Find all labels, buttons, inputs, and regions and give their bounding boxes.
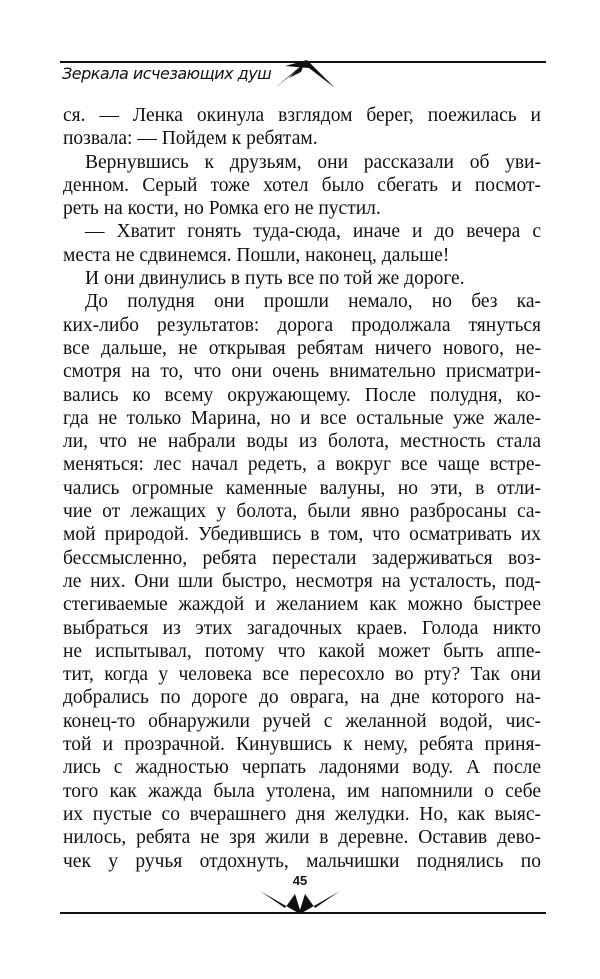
text-line: конец-то обнаружили ручей с желанной водой, чис-: [63, 710, 541, 732]
text-line: гда не только Марина, но и все остальные уже жале-: [63, 407, 541, 429]
body-text: [63, 104, 541, 873]
text-line: реть на кости, но Ромка его не пустил.: [63, 198, 381, 220]
header-ornament-icon: [265, 58, 345, 94]
text-line: И они двинулись в путь все по той же дороге.: [85, 268, 465, 290]
text-line: денном. Серый тоже хотел было сбегать и посмот-: [63, 174, 541, 196]
text-line: стегиваемые жаждой и желанием как можно быстрее: [63, 594, 541, 616]
text-line: мой природой. Убедившись в том, что осматривать их: [63, 524, 541, 546]
text-line: той и прозрачной. Кинувшись к нему, ребята приня-: [63, 734, 541, 756]
text-line: вались ко всему окружающему. После полудня, ко-: [63, 384, 541, 406]
text-line: смотря на то, что они очень внимательно присматри-: [63, 361, 541, 383]
text-line: До полудня они прошли немало, но без ка-: [85, 291, 541, 313]
text-line: чались огромные каменные валуны, но эти, в отли-: [63, 477, 541, 499]
text-line: тит, когда у человека все пересохло во рту? Так они: [63, 664, 541, 686]
text-line: добрались по дороге до оврага, на дне которого на-: [63, 687, 541, 709]
text-line: ся. — Ленка окинула взглядом берег, поежилась и: [63, 105, 541, 126]
text-line: их пустые со вчерашнего дня желудки. Но, как выяс-: [63, 803, 541, 825]
text-line: — Хватит гонять туда-сюда, иначе и до вечера с: [85, 221, 541, 243]
text-line: ких-либо результатов: дорога продолжала тянуться: [63, 314, 541, 336]
footer-rule: [60, 912, 546, 914]
running-title: Зеркала исчезающих душ: [62, 64, 272, 83]
text-line: лись с жадностью черпать ладонями воду. А после: [63, 757, 541, 779]
text-line: Вернувшись к друзьям, они рассказали об уви-: [85, 151, 541, 173]
text-line: все дальше, не открывая ребятам ничего нового, не-: [63, 337, 541, 359]
text-line: выбраться из этих загадочных краев. Голода никто: [63, 617, 541, 639]
text-line: меняться: лес начал редеть, а вокруг все чаще встре-: [63, 454, 541, 476]
text-line: чие от лежащих у болота, были явно разбросаны са-: [63, 501, 541, 523]
text-line: позвала: — Пойдем к ребятам.: [63, 128, 318, 150]
text-line: ле них. Они шли быстро, несмотря на усталость, под-: [63, 570, 541, 592]
text-line: нилось, ребята не зря жили в деревне. Оставив дево-: [63, 827, 541, 849]
text-line: бессмысленно, ребята перестали задерживаться воз-: [63, 547, 541, 569]
text-line: не испытывал, потому что какой может быть аппе-: [63, 640, 541, 662]
text-line: того как жажда была утолена, им напомнили о себе: [63, 780, 541, 802]
text-line: ли, что не набрали воды из болота, местность стала: [63, 431, 541, 453]
text-line: места не сдвинемся. Пошли, наконец, дальше!: [63, 244, 450, 266]
page-number: 45: [292, 873, 308, 888]
text-line: чек у ручья отдохнуть, мальчишки поднялись по: [63, 850, 541, 872]
